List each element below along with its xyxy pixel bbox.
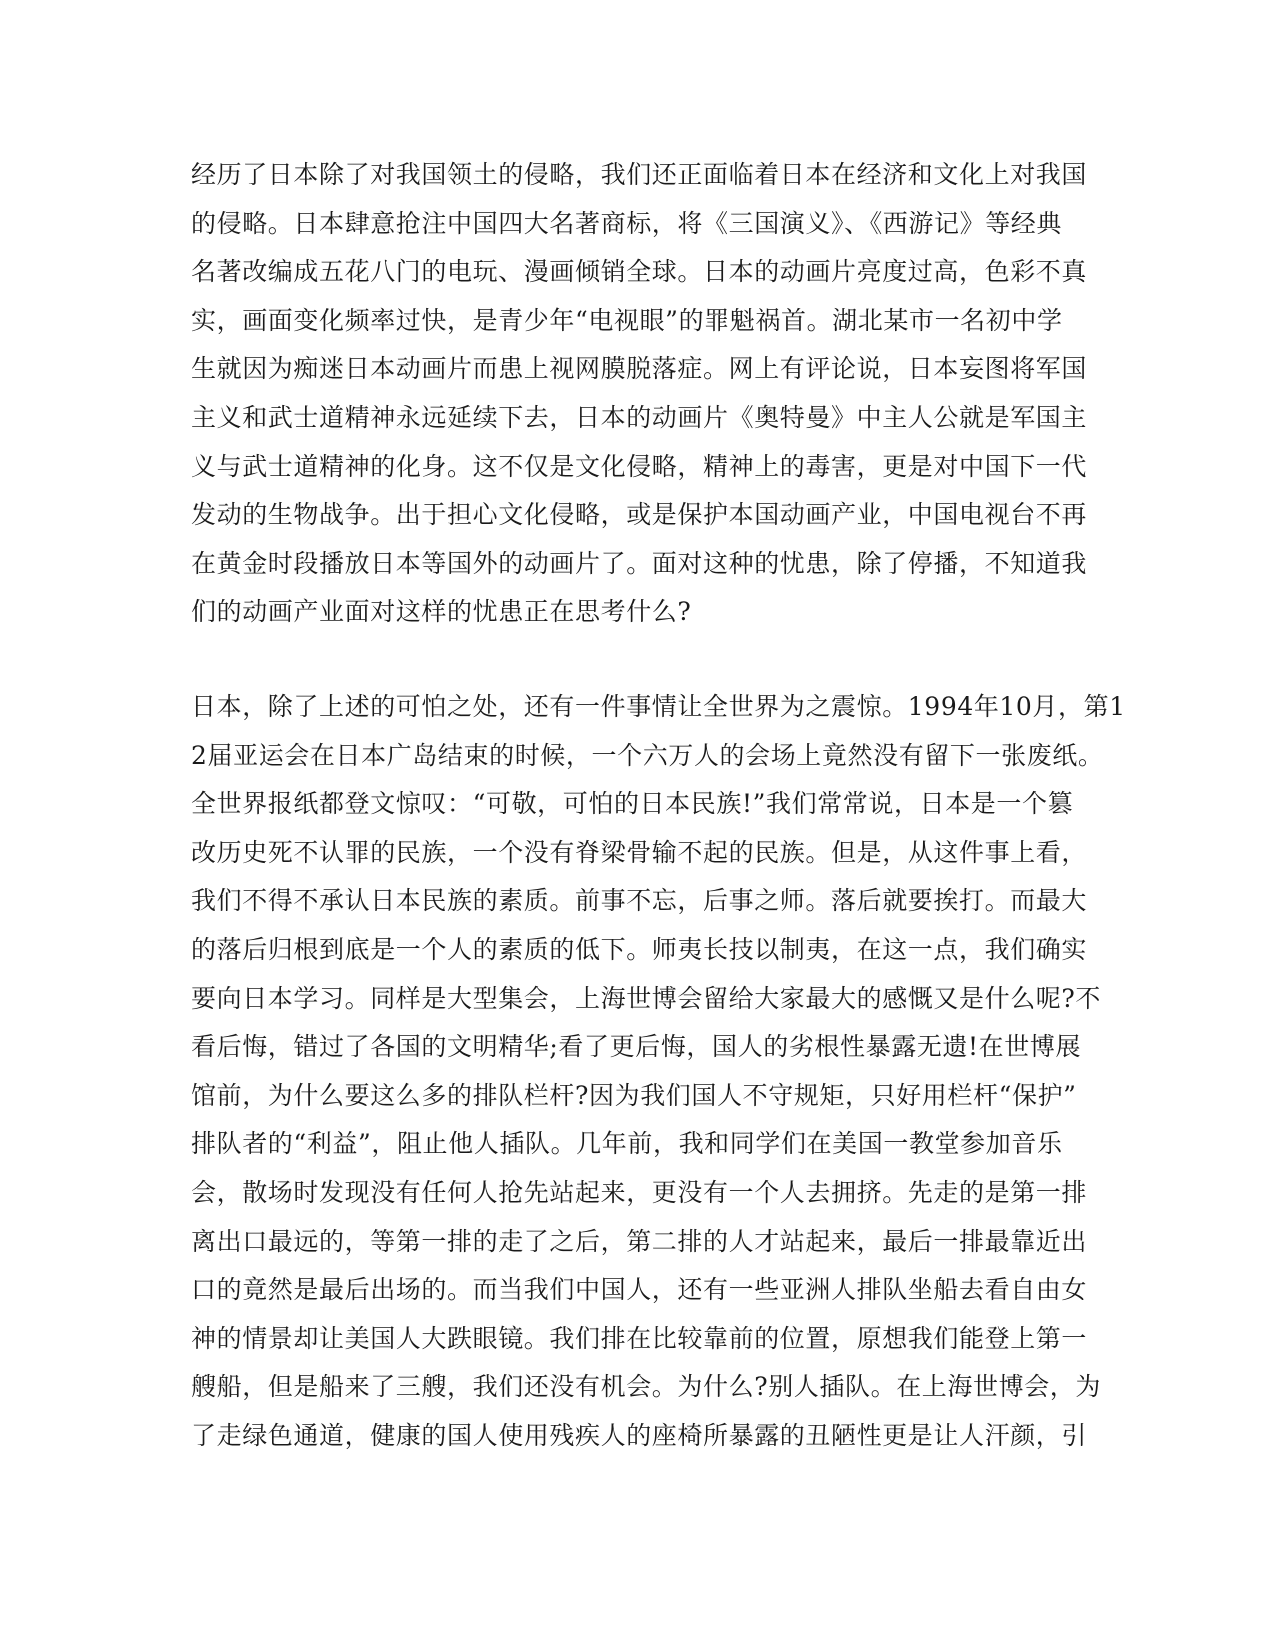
text-line: 口的竟然是最后出场的。而当我们中国人，还有一些亚洲人排队坐船去看自由女 — [191, 1275, 1088, 1305]
text-line: 神的情景却让美国人大跌眼镜。我们排在比较靠前的位置，原想我们能登上第一 — [191, 1323, 1088, 1353]
text-line: 全世界报纸都登文惊叹：“可敬，可怕的日本民族!”我们常常说，日本是一个篡 — [191, 789, 1074, 819]
text-line: 艘船，但是船来了三艘，我们还没有机会。为什么?别人插队。在上海世博会，为 — [191, 1372, 1102, 1402]
text-line: 看后悔，错过了各国的文明精华;看了更后悔，国人的劣根性暴露无遗!在世博展 — [191, 1032, 1082, 1062]
paragraph-anime-cultural-invasion — [191, 151, 1091, 637]
text-line: 2届亚运会在日本广岛结束的时候，一个六万人的会场上竟然没有留下一张废纸。 — [191, 740, 1104, 770]
paragraph-national-quality — [191, 683, 1126, 1461]
text-line: 们的动画产业面对这样的忧患正在思考什么? — [191, 597, 692, 627]
text-line: 改历史死不认罪的民族，一个没有脊梁骨输不起的民族。但是，从这件事上看， — [191, 837, 1088, 867]
text-line: 主义和武士道精神永远延续下去，日本的动画片《奥特曼》中主人公就是军国主 — [191, 402, 1088, 432]
text-line: 排队者的“利益”，阻止他人插队。几年前，我和同学们在美国一教堂参加音乐 — [191, 1129, 1063, 1159]
text-line: 在黄金时段播放日本等国外的动画片了。面对这种的忧患，除了停播，不知道我 — [191, 548, 1088, 578]
text-line: 义与武士道精神的化身。这不仅是文化侵略，精神上的毒害，更是对中国下一代 — [191, 451, 1088, 481]
text-line: 发动的生物战争。出于担心文化侵略，或是保护本国动画产业，中国电视台不再 — [191, 500, 1088, 530]
text-line: 了走绿色通道，健康的国人使用残疾人的座椅所暴露的丑陋性更是让人汗颜，引 — [191, 1420, 1088, 1450]
text-line: 名著改编成五花八门的电玩、漫画倾销全球。日本的动画片亮度过高，色彩不真 — [191, 257, 1088, 287]
text-line: 生就因为痴迷日本动画片而患上视网膜脱落症。网上有评论说，日本妄图将军国 — [191, 354, 1088, 384]
text-line: 的落后归根到底是一个人的素质的低下。师夷长技以制夷，在这一点，我们确实 — [191, 934, 1088, 964]
text-line: 经历了日本除了对我国领土的侵略，我们还正面临着日本在经济和文化上对我国 — [191, 160, 1088, 189]
text-line: 我们不得不承认日本民族的素质。前事不忘，后事之师。落后就要挨打。而最大 — [191, 886, 1088, 916]
text-line: 的侵略。日本肆意抢注中国四大名著商标，将《三国演义》、《西游记》等经典 — [191, 208, 1063, 238]
text-line: 要向日本学习。同样是大型集会，上海世博会留给大家最大的感慨又是什么呢?不 — [191, 983, 1102, 1013]
text-line: 离出口最远的，等第一排的走了之后，第二排的人才站起来，最后一排最靠近出 — [191, 1226, 1088, 1256]
text-line: 实，画面变化频率过快，是青少年“电视眼”的罪魁祸首。湖北某市一名初中学 — [191, 305, 1063, 335]
text-line: 馆前，为什么要这么多的排队栏杆?因为我们国人不守规矩，只好用栏杆“保护” — [191, 1080, 1077, 1110]
text-line: 日本，除了上述的可怕之处，还有一件事情让全世界为之震惊。1994年10月，第1 — [191, 692, 1126, 721]
text-line: 会，散场时发现没有任何人抢先站起来，更没有一个人去拥挤。先走的是第一排 — [191, 1177, 1088, 1207]
